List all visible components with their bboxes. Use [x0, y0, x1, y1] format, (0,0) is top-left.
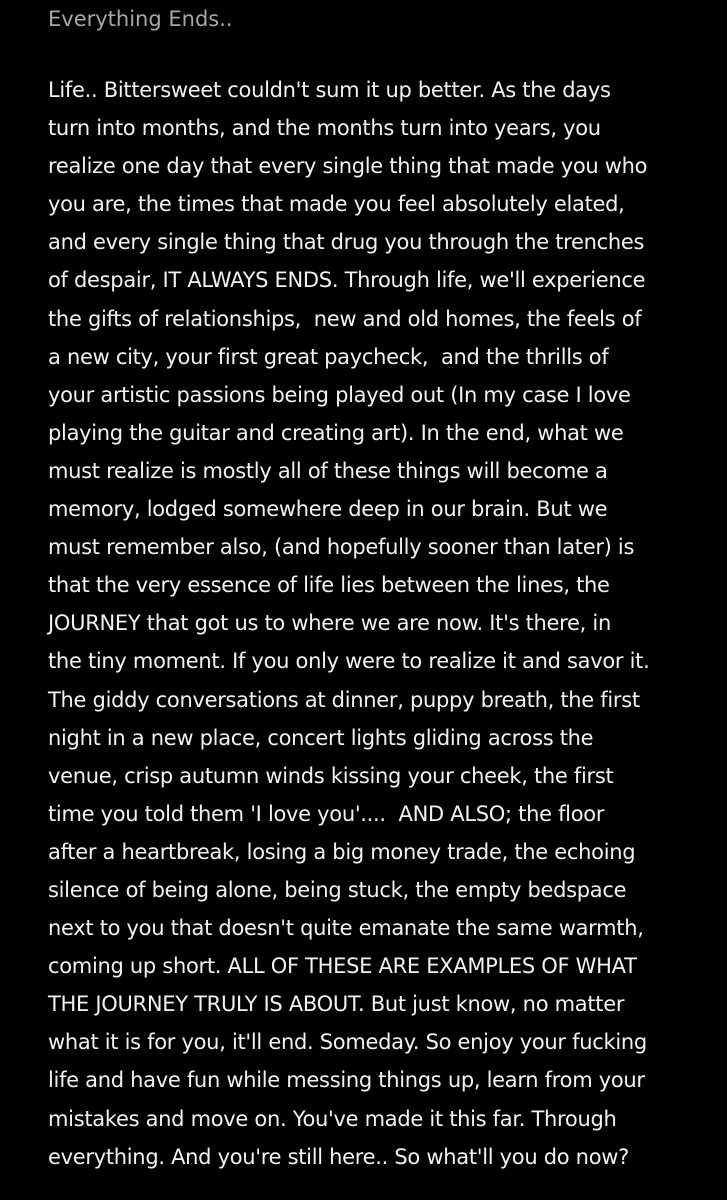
note-line: JOURNEY that got us to where we are now. It's there, in	[48, 611, 611, 636]
note-line: time you told them 'I love you'.... AND ALSO; the floor	[48, 801, 605, 826]
note-line: Life.. Bittersweet couldn't sum it up better. As the days	[48, 78, 611, 102]
note-line: night in a new place, concert lights gliding across the	[48, 725, 594, 750]
note-body	[48, 71, 688, 1176]
note-line: The giddy conversations at dinner, puppy breath, the first	[48, 687, 640, 712]
note-line: realize one day that every single thing that made you who	[48, 154, 648, 179]
note-line: THE JOURNEY TRULY IS ABOUT. But just know, no matter	[48, 992, 625, 1017]
note-line: what it is for you, it'll end. Someday. So enjoy your fucking	[48, 1030, 647, 1055]
note-line: and every single thing that drug you through the trenches	[48, 230, 645, 255]
note-line: playing the guitar and creating art). In the end, what we	[48, 420, 624, 445]
note-line: venue, crisp autumn winds kissing your cheek, the first	[48, 763, 614, 788]
note-line: memory, lodged somewhere deep in our brain. But we	[48, 497, 608, 522]
note-line: your artistic passions being played out (In my case I love	[48, 382, 631, 407]
note-line: everything. And you're still here.. So what'll you do now?	[48, 1144, 629, 1169]
note-line: after a heartbreak, losing a big money trade, the echoing	[48, 839, 636, 864]
note-line: the gifts of relationships, new and old homes, the feels of	[48, 306, 642, 331]
note-line: a new city, your first great paycheck, and the thrills of	[48, 344, 609, 369]
note-line: the tiny moment. If you only were to realize it and savor it.	[48, 649, 650, 674]
note-line: life and have fun while messing things up, learn from your	[48, 1068, 645, 1093]
note-line: turn into months, and the months turn into years, you	[48, 116, 601, 141]
note-line: of despair, IT ALWAYS ENDS. Through life, we'll experience	[48, 268, 646, 293]
note-line: silence of being alone, being stuck, the empty bedspace	[48, 877, 627, 902]
note-line: coming up short. ALL OF THESE ARE EXAMPLES OF WHAT	[48, 954, 637, 979]
note-title: Everything Ends..	[48, 7, 233, 31]
note-line: must realize is mostly all of these things will become a	[48, 458, 608, 483]
note-content[interactable]	[48, 0, 688, 1176]
note-line: mistakes and move on. You've made it this far. Through	[48, 1106, 617, 1131]
note-line: that the very essence of life lies between the lines, the	[48, 573, 610, 598]
note-line: must remember also, (and hopefully sooner than later) is	[48, 535, 635, 560]
note-line: next to you that doesn't quite emanate the same warmth,	[48, 916, 644, 941]
note-line: you are, the times that made you feel absolutely elated,	[48, 192, 625, 217]
